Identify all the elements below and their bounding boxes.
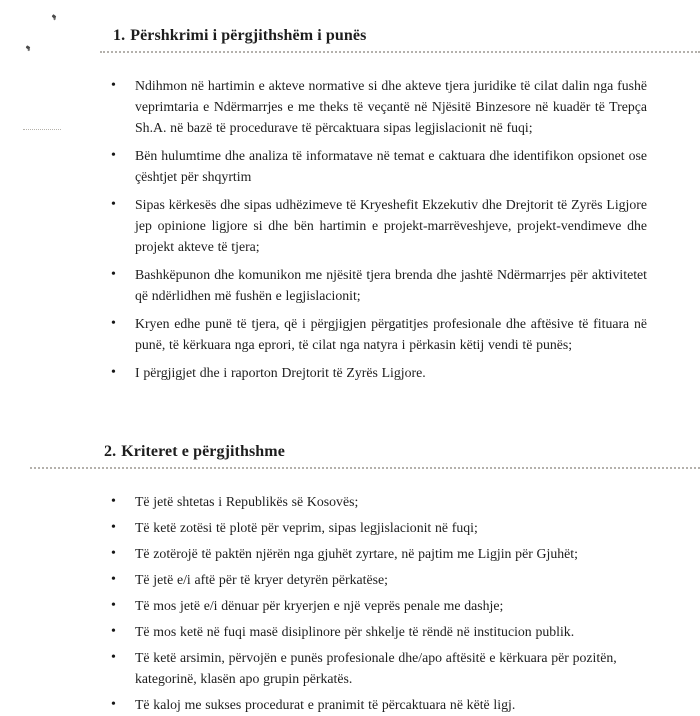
bullet-icon: • bbox=[111, 572, 116, 587]
list-item bbox=[111, 75, 647, 138]
bullet-icon: • bbox=[111, 197, 116, 212]
section-title-text: Përshkrimi i përgjithshëm i punës bbox=[130, 27, 367, 44]
section-number: 2. bbox=[104, 443, 117, 460]
bullet-text: Të mos jetë e/i dënuar për kryerjen e një veprës penale me dashje; bbox=[135, 598, 504, 613]
list-item bbox=[111, 595, 647, 616]
bullet-text: Të ketë arsimin, përvojën e punës profesionale dhe/apo aftësitë e kërkuara për pozitën, kategorinë, klasën apo grupin përkatës. bbox=[135, 650, 617, 686]
bullet-text: Të zotërojë të paktën njërën nga gjuhët zyrtare, në pajtim me Ligjin për Gjuhët; bbox=[135, 546, 578, 561]
bullet-icon: • bbox=[111, 267, 116, 282]
bullet-icon: • bbox=[111, 494, 116, 509]
section-heading bbox=[104, 442, 700, 461]
document-section-2 bbox=[0, 390, 700, 715]
bullet-list bbox=[111, 75, 647, 383]
bullet-icon: • bbox=[111, 546, 116, 561]
list-item bbox=[111, 264, 647, 306]
bullet-text: Ndihmon në hartimin e akteve normative si dhe akteve tjera juridike të cilat dalin nga fushë veprimtaria e Ndërmarrjes e me theks të veçantë në Njësitë Binzesore në kuadër të Trepça Sh.A. në bazë të procedurave të përcaktuara sipas legjislacionit në fuqi; bbox=[135, 78, 647, 135]
section-title-text: Kriteret e përgjithshme bbox=[121, 443, 285, 460]
bullet-text: Të mos ketë në fuqi masë disiplinore për shkelje të rëndë në institucion publik. bbox=[135, 624, 575, 639]
bullet-icon: • bbox=[111, 148, 116, 163]
dotted-divider bbox=[100, 51, 700, 53]
list-item bbox=[111, 621, 647, 642]
list-item bbox=[111, 362, 647, 383]
bullet-icon: • bbox=[111, 697, 116, 712]
scan-dotted-fragment bbox=[23, 129, 61, 130]
list-item bbox=[111, 145, 647, 187]
section-number: 1. bbox=[113, 27, 126, 44]
list-item bbox=[111, 194, 647, 257]
bullet-text: Të kaloj me sukses procedurat e pranimit të përcaktuara në këtë ligj. bbox=[135, 697, 516, 712]
section-heading bbox=[113, 26, 700, 45]
list-item bbox=[111, 517, 647, 538]
list-item bbox=[111, 694, 647, 715]
list-item bbox=[111, 647, 647, 689]
bullet-text: Kryen edhe punë të tjera, që i përgjigjen përgatitjes profesionale dhe aftësive të fituara në punë, të kërkuara nga eprori, të cilat nga natyra i përkasin këtij vendi të punës; bbox=[135, 316, 647, 352]
bullet-text: Sipas kërkesës dhe sipas udhëzimeve të Kryeshefit Ekzekutiv dhe Drejtorit të Zyrës Ligjore jep opinione ligjore si dhe bën hartimin e projekt-marrëveshjeve, projekt-vendimeve dhe projekt akteve të tjera; bbox=[135, 197, 647, 254]
list-item bbox=[111, 569, 647, 590]
list-item bbox=[111, 313, 647, 355]
bullet-text: Bën hulumtime dhe analiza të informatave në temat e caktuara dhe identifikon opsionet ose çështjet për shqyrtim bbox=[135, 148, 647, 184]
bullet-icon: • bbox=[111, 78, 116, 93]
bullet-text: Të jetë shtetas i Republikës së Kosovës; bbox=[135, 494, 359, 509]
bullet-icon: • bbox=[111, 650, 116, 665]
bullet-text: Të ketë zotësi të plotë për veprim, sipas legjislacionit në fuqi; bbox=[135, 520, 478, 535]
dotted-divider bbox=[30, 467, 700, 469]
bullet-text: Bashkëpunon dhe komunikon me njësitë tjera brenda dhe jashtë Ndërmarrjes për aktivitetet që ndërlidhen më fushën e legjislacionit; bbox=[135, 267, 647, 303]
list-item bbox=[111, 543, 647, 564]
bullet-list bbox=[111, 491, 647, 715]
bullet-icon: • bbox=[111, 316, 116, 331]
list-item bbox=[111, 491, 647, 512]
bullet-icon: • bbox=[111, 598, 116, 613]
bullet-icon: • bbox=[111, 520, 116, 535]
bullet-icon: • bbox=[111, 624, 116, 639]
bullet-text: Të jetë e/i aftë për të kryer detyrën përkatëse; bbox=[135, 572, 388, 587]
bullet-icon: • bbox=[111, 365, 116, 380]
bullet-text: I përgjigjet dhe i raporton Drejtorit të Zyrës Ligjore. bbox=[135, 365, 426, 380]
